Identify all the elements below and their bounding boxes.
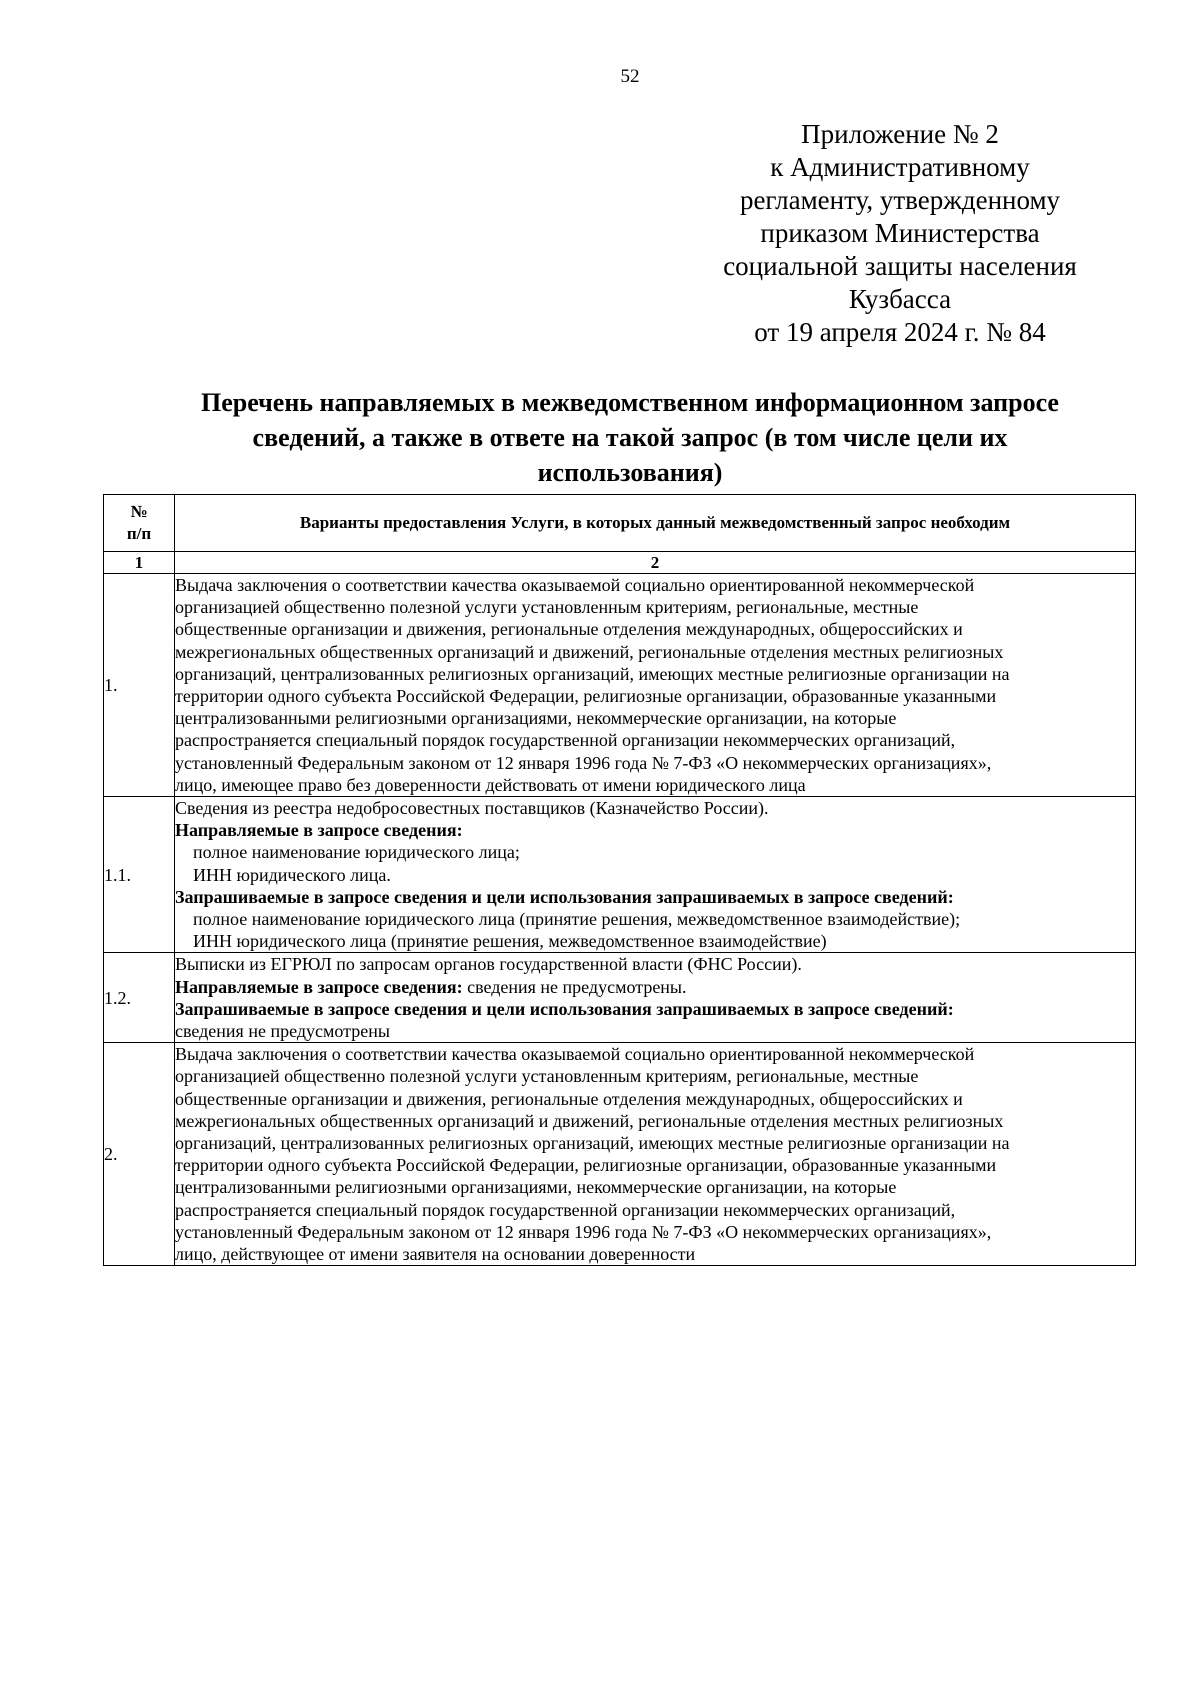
requested-data-value: сведения не предусмотрены bbox=[175, 1021, 390, 1042]
table-row bbox=[104, 797, 1136, 953]
column-number-1: 1 bbox=[104, 552, 175, 574]
row-content bbox=[175, 1043, 1136, 1266]
appendix-line: Кузбасса bbox=[848, 284, 952, 314]
header-number-symbol: № bbox=[130, 502, 148, 521]
row-text-line: лицо, имеющее право без доверенности действовать от имени юридического лица bbox=[175, 774, 806, 795]
table-row bbox=[104, 574, 1136, 797]
requested-data-heading: Запрашиваемые в запросе сведения и цели использования запрашиваемых в запросе сведений: bbox=[175, 886, 954, 907]
sent-data-item: полное наименование юридического лица; bbox=[193, 842, 520, 863]
requested-data-item: полное наименование юридического лица (принятие решения, межведомственное взаимодействие); bbox=[193, 909, 961, 930]
table-row bbox=[104, 1043, 1136, 1266]
row-text-line: лицо, действующее от имени заявителя на основании доверенности bbox=[175, 1244, 696, 1265]
appendix-line: Приложение № 2 bbox=[801, 119, 999, 149]
sent-data-heading: Направляемые в запросе сведения: bbox=[175, 976, 463, 997]
requested-data-heading: Запрашиваемые в запросе сведения и цели использования запрашиваемых в запросе сведений: bbox=[175, 998, 954, 1019]
row-text-line: Выдача заключения о соответствии качества оказываемой социально ориентированной некоммерческой bbox=[175, 1044, 975, 1065]
row-text-line: установленный Федеральным законом от 12 января 1996 года № 7-ФЗ «О некоммерческих организациях», bbox=[175, 752, 992, 773]
document-title bbox=[110, 385, 1150, 490]
sent-data-line bbox=[175, 976, 1135, 998]
row-text-line: распространяется специальный порядок государственной организации некоммерческих организаций, bbox=[175, 1199, 956, 1220]
title-line: использования) bbox=[537, 458, 723, 487]
request-source: Выписки из ЕГРЮЛ по запросам органов государственной власти (ФНС России). bbox=[175, 954, 802, 975]
row-text-line: организацией общественно полезной услуги установленным критериям, региональные, местные bbox=[175, 1066, 919, 1087]
requested-data-item: ИНН юридического лица (принятие решения, межведомственное взаимодействие) bbox=[193, 931, 827, 952]
row-text-line: централизованными религиозными организациями, некоммерческие организации, на которые bbox=[175, 708, 897, 729]
row-number: 1.1. bbox=[104, 797, 175, 953]
request-source: Сведения из реестра недобросовестных поставщиков (Казначейство России). bbox=[175, 798, 769, 819]
header-number-abbr: п/п bbox=[126, 524, 152, 543]
header-number-cell bbox=[104, 495, 175, 552]
row-content bbox=[175, 797, 1136, 953]
row-text-line: межрегиональных общественных организаций и движений, региональные отделения местных религиозных bbox=[175, 641, 1004, 662]
title-line: сведений, а также в ответе на такой запрос (в том числе цели их bbox=[252, 423, 1008, 452]
row-number: 1.2. bbox=[104, 953, 175, 1043]
requests-table bbox=[103, 494, 1136, 1266]
row-text-line: общественные организации и движения, региональные отделения международных, общероссийских и bbox=[175, 619, 963, 640]
table-header-row bbox=[104, 495, 1136, 552]
row-number: 1. bbox=[104, 574, 175, 797]
appendix-line: социальной защиты населения bbox=[723, 251, 1077, 281]
sent-data-value: сведения не предусмотрены. bbox=[462, 976, 687, 997]
header-variants-cell: Варианты предоставления Услуги, в которых данный межведомственный запрос необходим bbox=[175, 495, 1136, 552]
row-text-line: распространяется специальный порядок государственной организации некоммерческих организаций, bbox=[175, 730, 956, 751]
sent-data-heading: Направляемые в запросе сведения: bbox=[175, 820, 463, 841]
appendix-line: от 19 апреля 2024 г. № 84 bbox=[754, 317, 1046, 347]
row-number: 2. bbox=[104, 1043, 175, 1266]
title-line: Перечень направляемых в межведомственном информационном запросе bbox=[201, 388, 1059, 417]
sent-data-item: ИНН юридического лица. bbox=[193, 864, 391, 885]
appendix-line: приказом Министерства bbox=[760, 218, 1040, 248]
row-text-line: установленный Федеральным законом от 12 января 1996 года № 7-ФЗ «О некоммерческих организациях», bbox=[175, 1221, 992, 1242]
row-text-line: общественные организации и движения, региональные отделения международных, общероссийских и bbox=[175, 1088, 963, 1109]
column-number-row bbox=[104, 552, 1136, 574]
row-text-line: межрегиональных общественных организаций и движений, региональные отделения местных религиозных bbox=[175, 1110, 1004, 1131]
page-number: 52 bbox=[620, 66, 640, 87]
row-text-line: территории одного субъекта Российской Федерации, религиозные организации, образованные указанными bbox=[175, 686, 997, 707]
row-text-line: территории одного субъекта Российской Федерации, религиозные организации, образованные указанными bbox=[175, 1155, 997, 1176]
row-text-line: организаций, централизованных религиозных организаций, имеющих местные религиозные организации на bbox=[175, 663, 1010, 684]
row-content bbox=[175, 953, 1136, 1043]
row-text-line: организацией общественно полезной услуги установленным критериям, региональные, местные bbox=[175, 597, 919, 618]
row-text-line: централизованными религиозными организациями, некоммерческие организации, на которые bbox=[175, 1177, 897, 1198]
column-number-2: 2 bbox=[175, 552, 1136, 574]
appendix-note bbox=[690, 118, 1110, 349]
row-text-line: организаций, централизованных религиозных организаций, имеющих местные религиозные организации на bbox=[175, 1133, 1010, 1154]
row-text-line: Выдача заключения о соответствии качества оказываемой социально ориентированной некоммерческой bbox=[175, 575, 975, 595]
appendix-line: регламенту, утвержденному bbox=[739, 185, 1061, 215]
table-row bbox=[104, 953, 1136, 1043]
appendix-line: к Административному bbox=[770, 152, 1030, 182]
row-content bbox=[175, 574, 1136, 797]
